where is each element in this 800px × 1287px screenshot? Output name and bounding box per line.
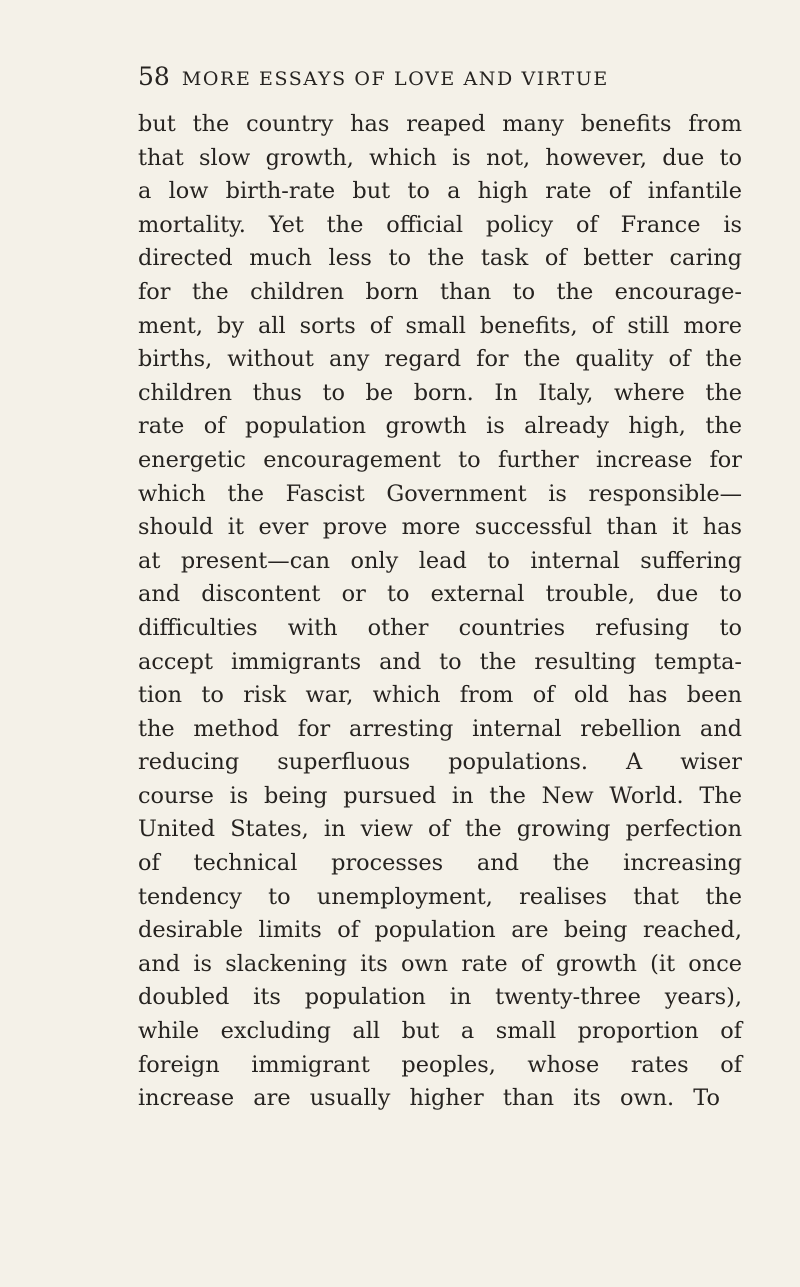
text-line: should it ever prove more successful than it has [138, 514, 742, 541]
text-line: that slow growth, which is not, however, due to [138, 144, 742, 171]
text-line: a low birth-rate but to a high rate of infantile [138, 178, 742, 205]
text-line: tendency to unemployment, realises that the [138, 883, 742, 910]
text-line: births, without any regard for the quality of the [138, 346, 742, 373]
text-line: but the country has reaped many benefits from [138, 111, 742, 137]
text-line: difficulties with other countries refusing to [138, 614, 742, 641]
text-line: ment, by all sorts of small benefits, of still more [138, 312, 742, 339]
text-line: doubled its population in twenty-three years), [138, 984, 742, 1011]
text-line: which the Fascist Government is responsible— [138, 480, 742, 507]
text-line: accept immigrants and to the resulting tempta- [138, 648, 742, 675]
text-line: for the children born than to the encourage- [138, 278, 742, 305]
text-line: at present—can only lead to internal suffering [138, 547, 742, 574]
text-line: and is slackening its own rate of growth (it once [138, 950, 742, 977]
running-head [138, 62, 738, 98]
text-line: and discontent or to external trouble, due to [138, 581, 742, 608]
text-line: tion to risk war, which from of old has been [138, 682, 742, 709]
text-line: children thus to be born. In Italy, where the [138, 379, 742, 406]
running-title: MORE ESSAYS OF LOVE AND VIRTUE [181, 68, 609, 90]
text-line: the method for arresting internal rebellion and [138, 715, 742, 742]
text-line: while excluding all but a small proportion of [138, 1018, 742, 1045]
text-line: rate of population growth is already high, the [138, 413, 742, 440]
text-line: foreign immigrant peoples, whose rates of [138, 1051, 742, 1078]
text-line: course is being pursued in the New World. The [138, 782, 742, 809]
page-number: 58 [138, 62, 170, 91]
body-paragraph [138, 108, 742, 1116]
text-line: energetic encouragement to further increase for [138, 446, 742, 473]
text-line: United States, in view of the growing perfection [138, 816, 742, 843]
text-line: desirable limits of population are being reached, [138, 917, 742, 944]
text-line: increase are usually higher than its own. To [138, 1085, 720, 1112]
text-line: directed much less to the task of better caring [138, 245, 742, 272]
text-line: reducing superfluous populations. A wiser [138, 749, 742, 776]
text-line: mortality. Yet the official policy of France is [138, 211, 742, 238]
text-line: of technical processes and the increasing [138, 850, 742, 877]
